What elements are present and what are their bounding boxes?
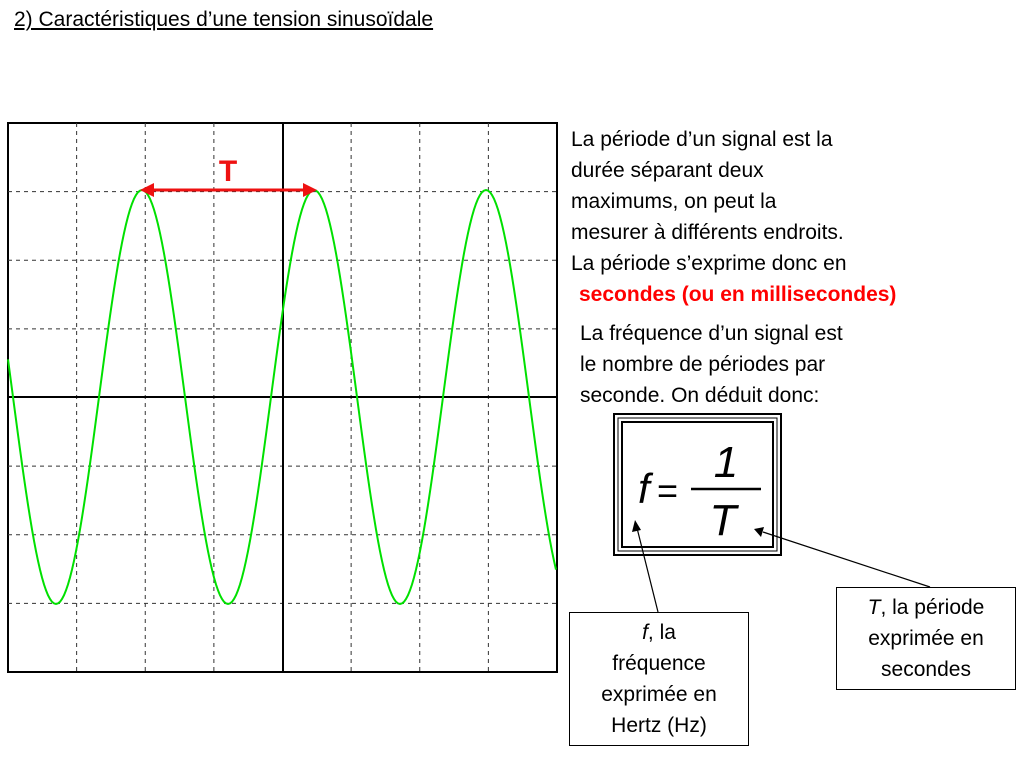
frequence-line: le nombre de périodes par [580,353,826,376]
callout-f-symbol: f [642,621,648,644]
callout-T-line: secondes [881,658,971,681]
callout-f-line: Hertz (Hz) [611,714,707,737]
formula-numerator: 1 [713,438,739,487]
pointer-to-f [637,528,658,612]
periode-unit-emphasis: secondes (ou en millisecondes) [579,283,897,306]
callout-T-symbol: T [867,596,881,619]
callout-f-rest: , la [647,621,676,644]
page-title: 2) Caractéristiques d’une tension sinusoïdale [14,8,434,31]
callout-T-first-line [837,592,1015,623]
callout-T-line: exprimée en [868,627,984,650]
periode-line: durée séparant deux [571,159,764,182]
callout-period [836,587,1016,690]
frequence-line: La fréquence d’un signal est [580,322,843,345]
callout-T-rest: , la période [880,596,985,619]
pointer-head-T [754,527,764,537]
periode-line: maximums, on peut la [571,190,777,213]
callout-f-line: fréquence [612,652,706,675]
formula-equals: = [657,470,679,511]
callout-frequency [569,612,749,746]
callout-f-line: exprimée en [601,683,717,706]
formula-lhs: f [638,465,650,512]
pointer-head-f [632,520,641,532]
frequence-line: seconde. On déduit donc: [580,384,820,407]
periode-line: mesurer à différents endroits. [571,221,844,244]
pointer-to-T [763,532,930,587]
callout-f-first-line [570,617,748,648]
periode-line: La période d’un signal est la [571,128,833,151]
period-label: T [218,155,238,188]
periode-line: La période s’exprime donc en [571,252,847,275]
formula-denominator: T [709,496,737,545]
